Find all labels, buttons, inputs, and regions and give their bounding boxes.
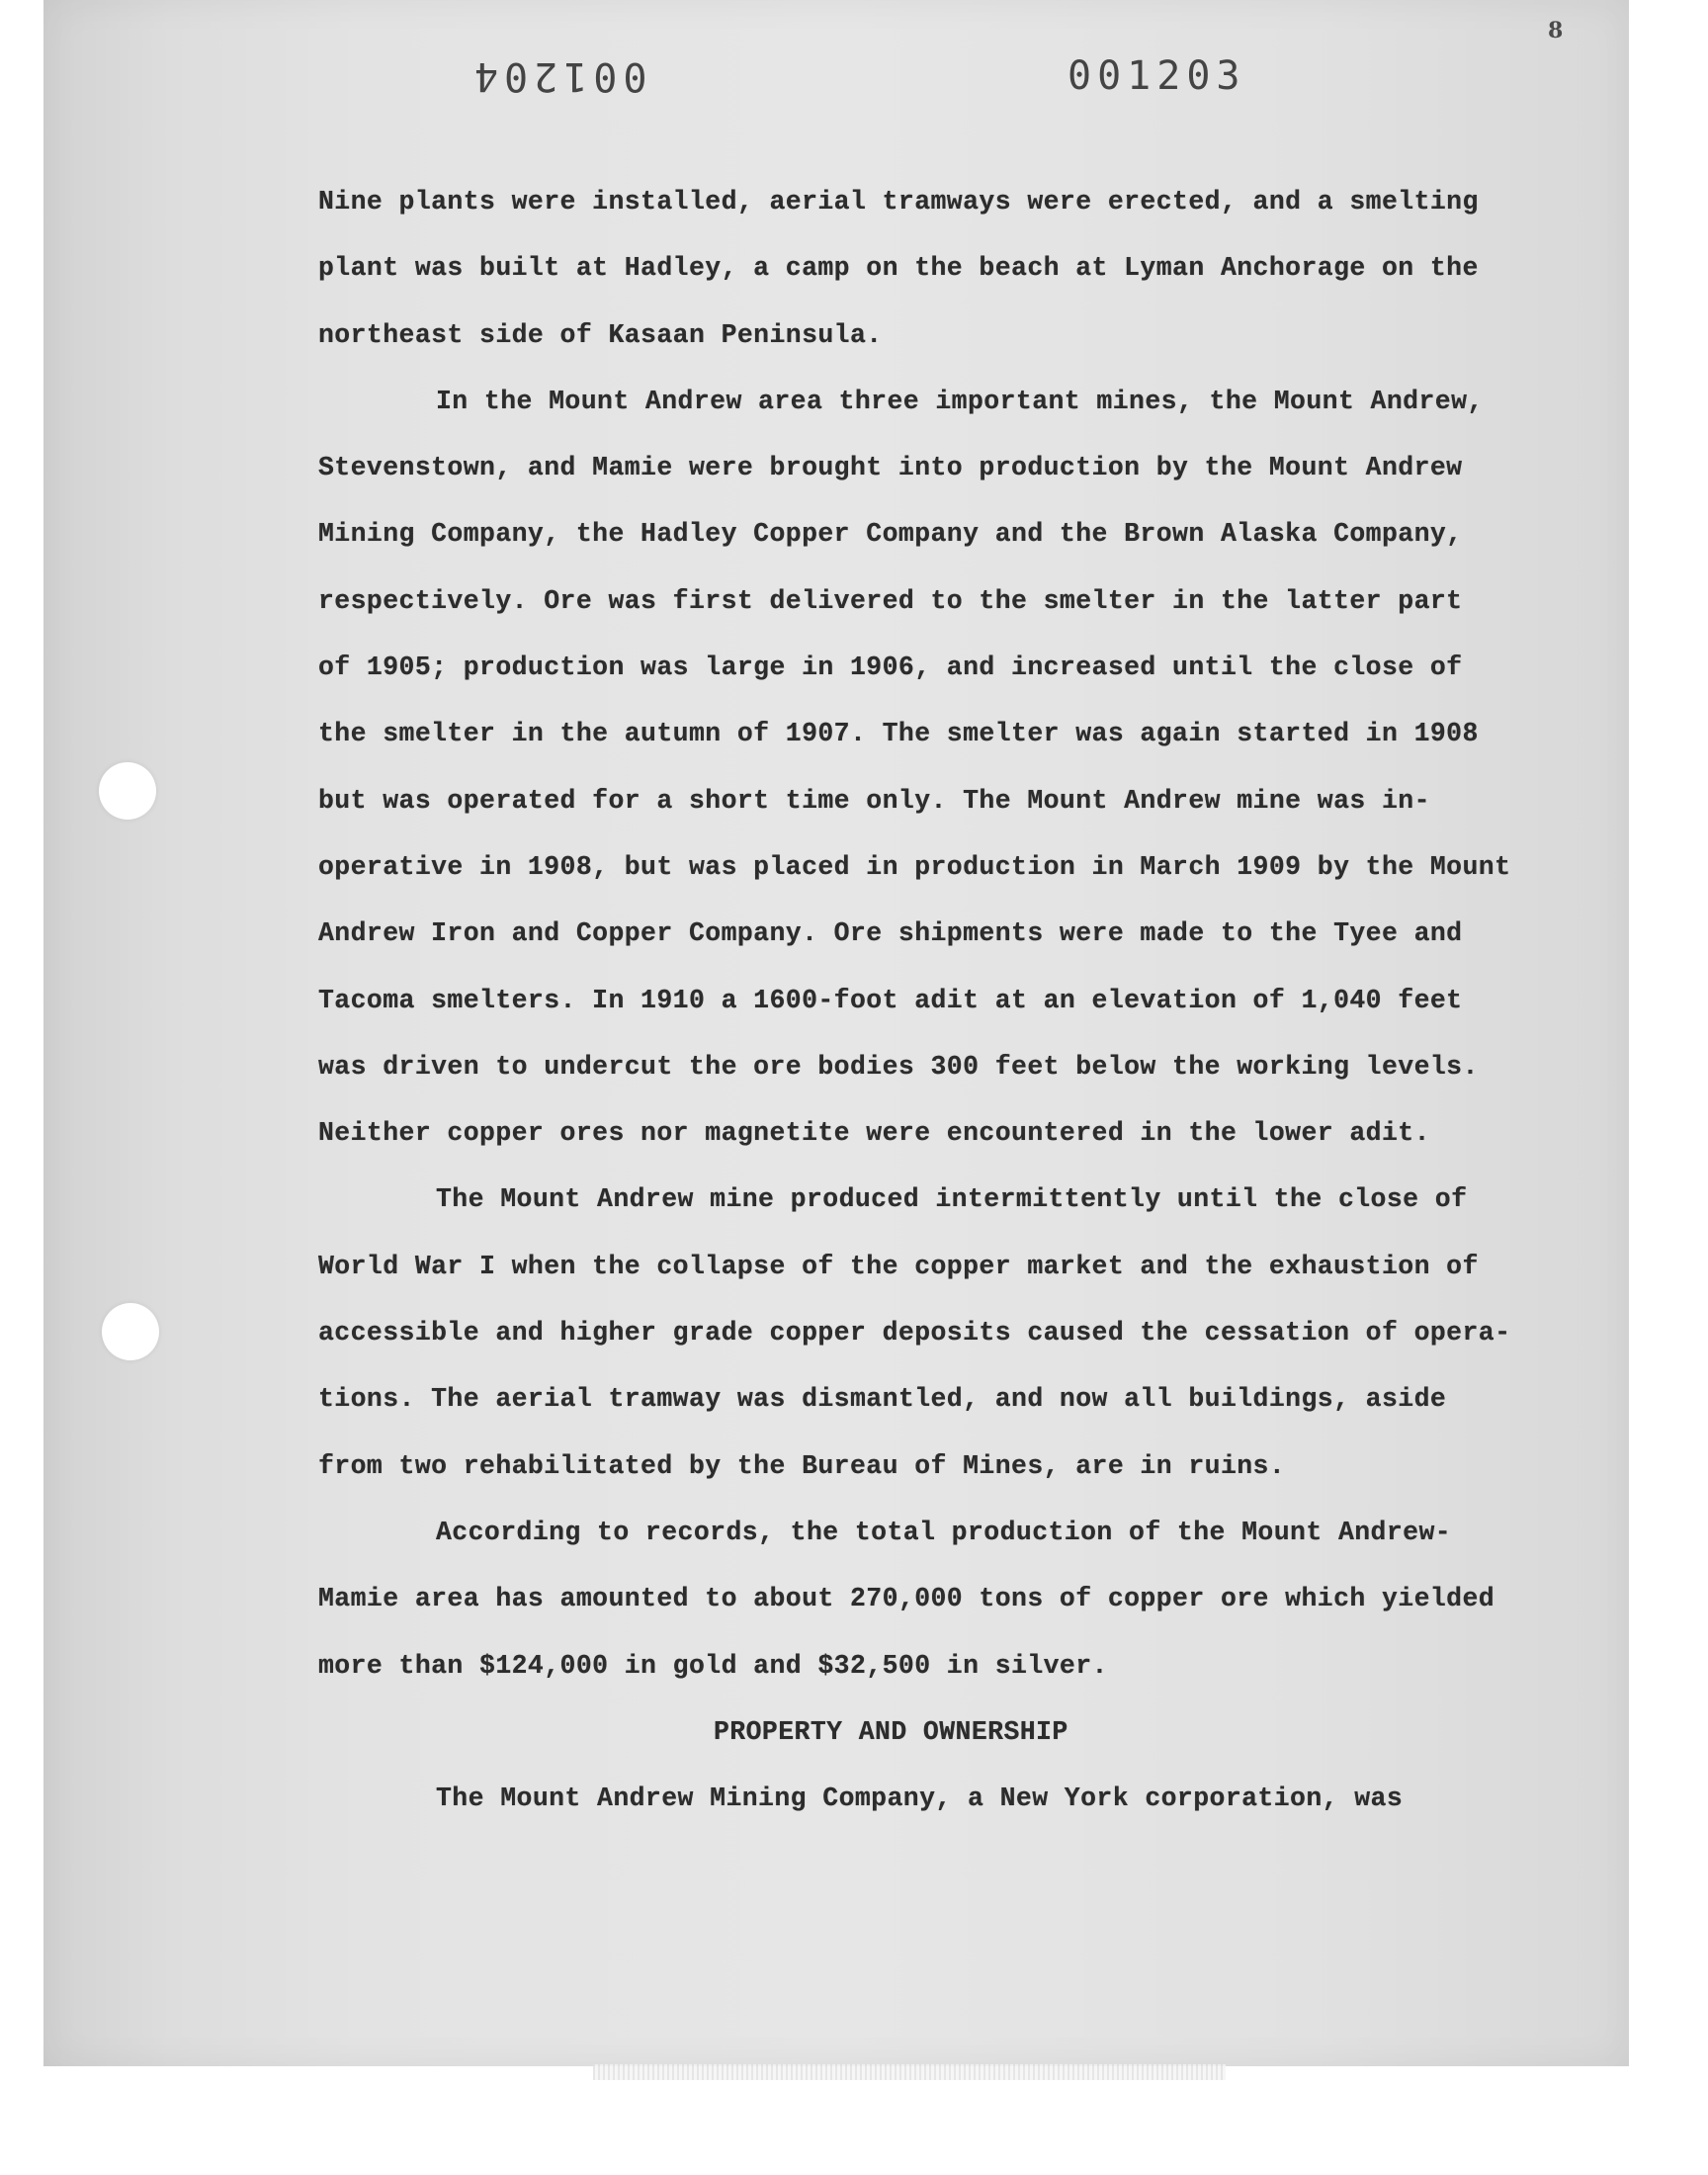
text-line: accessible and higher grade copper deposits caused the cessation of opera-	[318, 1318, 1511, 1348]
text-line: Nine plants were installed, aerial tramways were erected, and a smelting	[318, 187, 1479, 217]
text-line: plant was built at Hadley, a camp on the beach at Lyman Anchorage on the	[318, 253, 1479, 284]
text-line: but was operated for a short time only. The Mount Andrew mine was in-	[318, 785, 1430, 816]
body-text	[318, 182, 1544, 1845]
document-stamp-right: 001203	[1068, 53, 1246, 99]
text-line: respectively. Ore was first delivered to the smelter in the latter part	[318, 585, 1463, 616]
punch-hole-lower	[102, 1303, 159, 1360]
scan-edge-strip	[593, 2064, 1226, 2080]
text-line: was driven to undercut the ore bodies 300 feet below the working levels.	[318, 1051, 1479, 1082]
text-line: Mining Company, the Hadley Copper Company and the Brown Alaska Company,	[318, 519, 1463, 550]
text-line: the smelter in the autumn of 1907. The smelter was again started in 1908	[318, 719, 1479, 749]
text-line: of 1905; production was large in 1906, and increased until the close of	[318, 652, 1463, 683]
text-line: northeast side of Kasaan Peninsula.	[318, 319, 883, 350]
document-stamp-left: 001204	[469, 53, 647, 99]
text-line: World War I when the collapse of the copper market and the exhaustion of	[318, 1251, 1479, 1281]
text-line: Stevenstown, and Mamie were brought into production by the Mount Andrew	[318, 453, 1463, 483]
text-line: operative in 1908, but was placed in production in March 1909 by the Mount	[318, 851, 1511, 882]
text-line: Neither copper ores nor magnetite were encountered in the lower adit.	[318, 1118, 1430, 1149]
text-line: Andrew Iron and Copper Company. Ore shipments were made to the Tyee and	[318, 918, 1463, 949]
page-number: 8	[1548, 18, 1564, 44]
punch-hole-upper	[99, 762, 156, 820]
text-line: from two rehabilitated by the Bureau of Mines, are in ruins.	[318, 1450, 1286, 1481]
paragraph-start-line: According to records, the total production of the Mount Andrew-	[436, 1517, 1452, 1547]
text-line: tions. The aerial tramway was dismantled, and now all buildings, aside	[318, 1384, 1447, 1415]
text-line: Mamie area has amounted to about 270,000 tons of copper ore which yielded	[318, 1584, 1495, 1614]
section-heading: PROPERTY AND OWNERSHIP	[714, 1716, 1068, 1747]
paragraph-start-line: The Mount Andrew Mining Company, a New York corporation, was	[436, 1784, 1404, 1814]
paragraph-start-line: In the Mount Andrew area three important mines, the Mount Andrew,	[436, 386, 1484, 416]
paragraph-start-line: The Mount Andrew mine produced intermittently until the close of	[436, 1184, 1468, 1215]
text-line: Tacoma smelters. In 1910 a 1600-foot adit at an elevation of 1,040 feet	[318, 985, 1463, 1015]
text-line: more than $124,000 in gold and $32,500 in silver.	[318, 1650, 1108, 1681]
